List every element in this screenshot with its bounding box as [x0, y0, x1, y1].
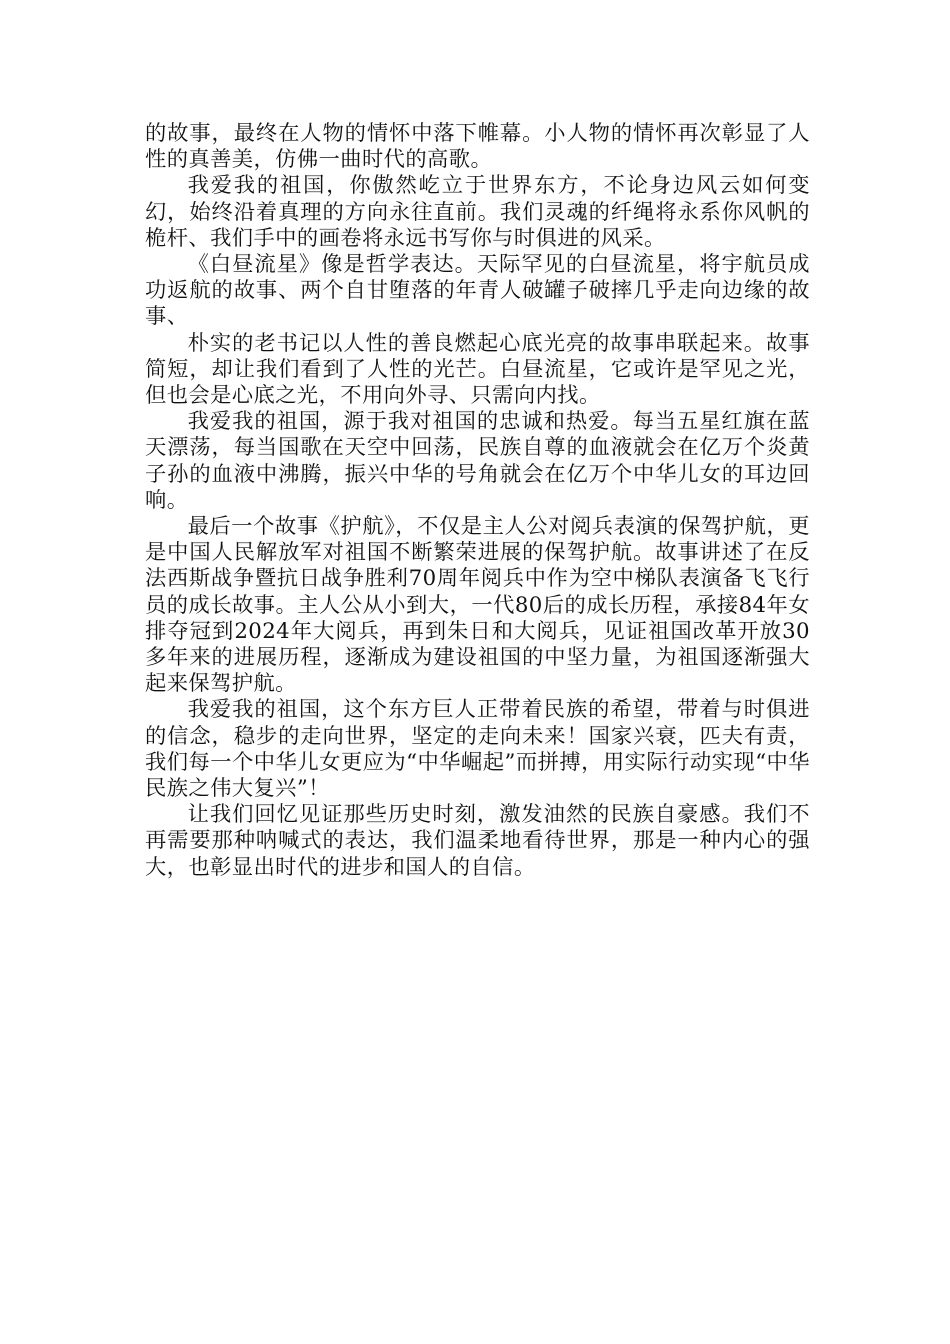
paragraph: 朴实的老书记以人性的善良燃起心底光亮的故事串联起来。故事简短，却让我们看到了人性的光芒。白昼流星，它或许是罕见之光，但也会是心底之光，不用向外寻、只需向内找。	[145, 330, 810, 409]
paragraph: 我爱我的祖国，你傲然屹立于世界东方，不论身边风云如何变幻，始终沿着真理的方向永往直前。我们灵魂的纤绳将永系你风帆的桅杆、我们手中的画卷将永远书写你与时俱进的风采。	[145, 173, 810, 251]
paragraph: 最后一个故事《护航》，不仅是主人公对阅兵表演的保驾护航，更是中国人民解放军对祖国不断繁荣进展的保驾护航。故事讲述了在反法西斯战争暨抗日战争胜利70周年阅兵中作为空中梯队表演备飞飞行员的成长故事。主人公从小到大，一代80后的成长历程，承接84年女排夺冠到2024年大阅兵，再到朱日和大阅兵，见证祖国改革开放30多年来的进展历程，逐渐成为建设祖国的中坚力量，为祖国逐渐强大起来保驾护航。	[145, 514, 810, 697]
paragraph: 我爱我的祖国，这个东方巨人正带着民族的希望，带着与时俱进的信念，稳步的走向世界，坚定的走向未来！国家兴衰，匹夫有责，我们每一个中华儿女更应为“中华崛起”而拼搏，用实际行动实现“中华民族之伟大复兴”！	[145, 697, 810, 802]
paragraph: 我爱我的祖国，源于我对祖国的忠诚和热爱。每当五星红旗在蓝天漂荡，每当国歌在天空中回荡，民族自尊的血液就会在亿万个炎黄子孙的血液中沸腾，振兴中华的号角就会在亿万个中华儿女的耳边回响。	[145, 409, 810, 513]
paragraph: 让我们回忆见证那些历史时刻，激发油然的民族自豪感。我们不再需要那种呐喊式的表达，我们温柔地看待世界，那是一种内心的强大，也彰显出时代的进步和国人的自信。	[145, 802, 810, 880]
document-page	[145, 121, 810, 881]
paragraph: 的故事，最终在人物的情怀中落下帷幕。小人物的情怀再次彰显了人性的真善美，仿佛一曲时代的高歌。	[145, 121, 810, 173]
paragraph: 《白昼流星》像是哲学表达。天际罕见的白昼流星，将宇航员成功返航的故事、两个自甘堕落的年青人破罐子破摔几乎走向边缘的故事、	[145, 252, 810, 330]
